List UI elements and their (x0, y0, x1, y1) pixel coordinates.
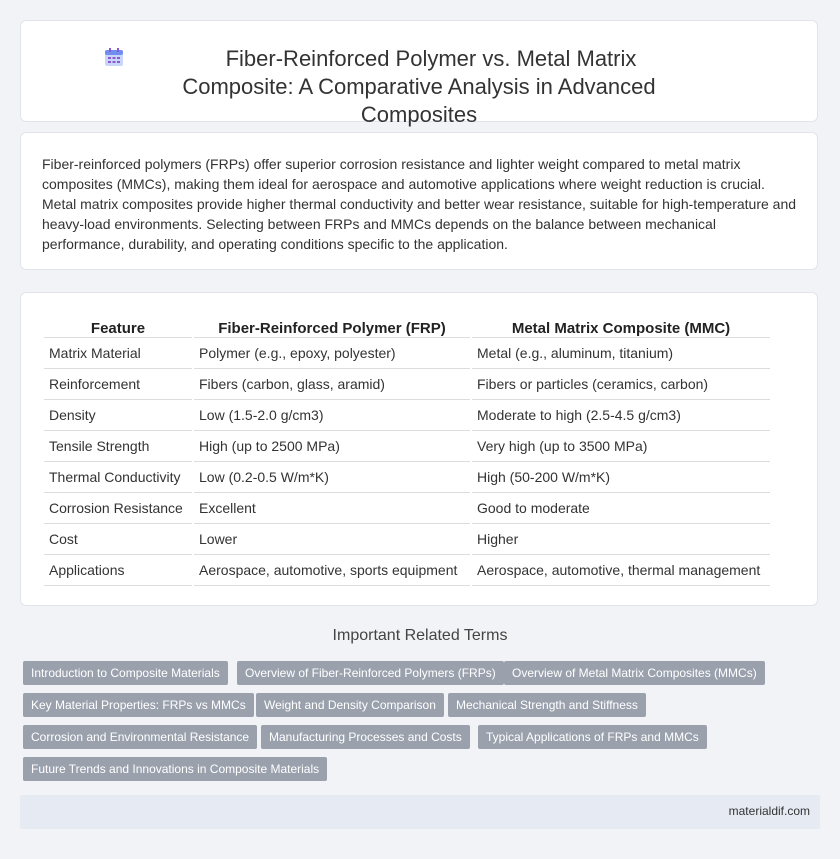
header-frp: Fiber-Reinforced Polymer (FRP) (194, 315, 470, 338)
table-row (44, 338, 770, 369)
header-feature: Feature (44, 315, 192, 338)
cell-feature: Thermal Conductivity (44, 462, 192, 493)
cell-mmc: Good to moderate (472, 493, 770, 524)
cell-frp: Low (0.2-0.5 W/m*K) (194, 462, 470, 493)
cell-mmc: Fibers or particles (ceramics, carbon) (472, 369, 770, 400)
related-term-tag[interactable]: Typical Applications of FRPs and MMCs (478, 725, 707, 749)
cell-frp: Excellent (194, 493, 470, 524)
cell-frp: Polymer (e.g., epoxy, polyester) (194, 338, 470, 369)
table-row (44, 431, 770, 462)
cell-feature: Reinforcement (44, 369, 192, 400)
related-terms-heading: Important Related Terms (332, 627, 508, 644)
table-row (44, 555, 770, 586)
table-row (44, 493, 770, 524)
intro-card (20, 132, 818, 270)
cell-feature: Corrosion Resistance (44, 493, 192, 524)
cell-mmc: Metal (e.g., aluminum, titanium) (472, 338, 770, 369)
table-row (44, 524, 770, 555)
comparison-table (42, 315, 772, 586)
page-title: Fiber-Reinforced Polymer vs. Metal Matrix Composite: A Comparative Analysis in Advanced Composites (182, 46, 656, 127)
cell-frp: Lower (194, 524, 470, 555)
table-row (44, 369, 770, 400)
cell-frp: Fibers (carbon, glass, aramid) (194, 369, 470, 400)
cell-feature: Applications (44, 555, 192, 586)
related-term-tag[interactable]: Overview of Fiber-Reinforced Polymers (FRPs) (237, 661, 504, 685)
table-row (44, 462, 770, 493)
cell-mmc: Aerospace, automotive, thermal management (472, 555, 770, 586)
comparison-card (20, 292, 818, 606)
cell-feature: Density (44, 400, 192, 431)
cell-frp: Low (1.5-2.0 g/cm3) (194, 400, 470, 431)
intro-paragraph: Fiber-reinforced polymers (FRPs) offer superior corrosion resistance and lighter weight compared to metal matrix composites (MMCs), making them ideal for aerospace and automotive applications where weight reduction is crucial. Metal matrix composites provide higher thermal conductivity and better wear resistance, suitable for high-temperature and heavy-load environments. Selecting between FRPs and MMCs depends on the balance between mechanical performance, durability, and operating conditions specific to the application. (42, 156, 797, 252)
footer-site-link[interactable]: materialdif.com (728, 804, 810, 818)
related-term-tag[interactable]: Manufacturing Processes and Costs (261, 725, 470, 749)
table-header-row (44, 315, 770, 338)
header-mmc: Metal Matrix Composite (MMC) (472, 315, 770, 338)
related-term-tag[interactable]: Overview of Metal Matrix Composites (MMCs) (504, 661, 765, 685)
footer (20, 795, 820, 829)
cell-feature: Tensile Strength (44, 431, 192, 462)
cell-mmc: Very high (up to 3500 MPa) (472, 431, 770, 462)
related-term-tag[interactable]: Weight and Density Comparison (256, 693, 444, 717)
cell-feature: Cost (44, 524, 192, 555)
cell-mmc: Higher (472, 524, 770, 555)
title-card (20, 20, 818, 127)
related-term-tag[interactable]: Mechanical Strength and Stiffness (448, 693, 646, 717)
related-term-tag[interactable]: Key Material Properties: FRPs vs MMCs (23, 693, 254, 717)
related-term-tag[interactable]: Future Trends and Innovations in Composite Materials (23, 757, 327, 781)
cell-frp: High (up to 2500 MPa) (194, 431, 470, 462)
cell-mmc: Moderate to high (2.5-4.5 g/cm3) (472, 400, 770, 431)
related-term-tag[interactable]: Introduction to Composite Materials (23, 661, 228, 685)
table-row (44, 400, 770, 431)
related-term-tag[interactable]: Corrosion and Environmental Resistance (23, 725, 257, 749)
cell-frp: Aerospace, automotive, sports equipment (194, 555, 470, 586)
cell-feature: Matrix Material (44, 338, 192, 369)
cell-mmc: High (50-200 W/m*K) (472, 462, 770, 493)
